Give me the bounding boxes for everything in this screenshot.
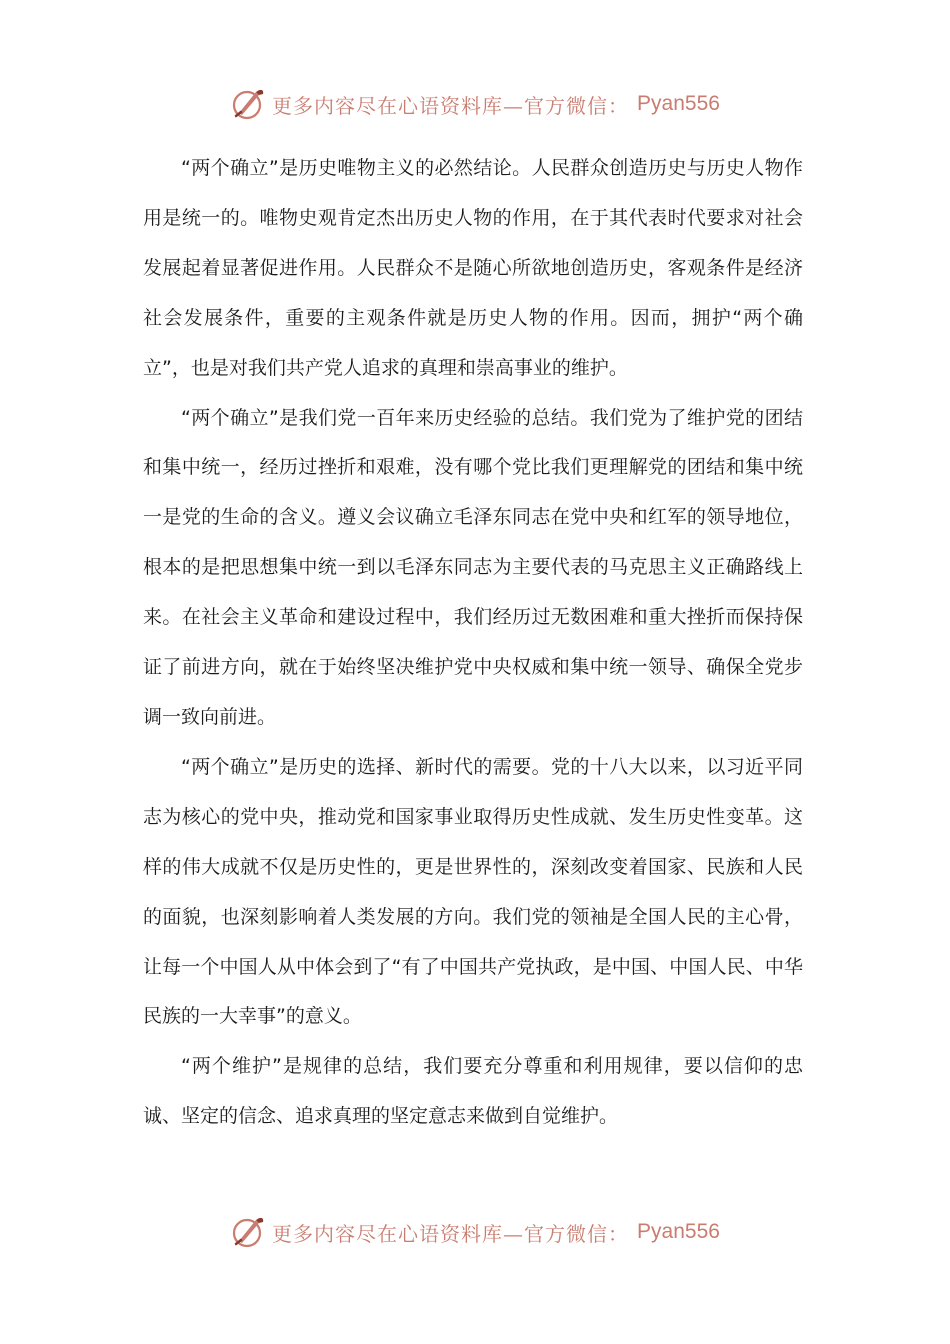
paragraph: “两个维护”是规律的总结，我们要充分尊重和利用规律，要以信仰的忠诚、坚定的信念、追求真理的坚定意志来做到自觉维护。 (143, 1055, 803, 1128)
document-body (143, 144, 803, 1142)
quill-logo-icon (230, 1214, 266, 1250)
paragraph: “两个确立”是我们党一百年来历史经验的总结。我们党为了维护党的团结和集中统一，经历过挫折和艰难，没有哪个党比我们更理解党的团结和集中统一是党的生命的含义。遵义会议确立毛泽东同志在党中央和红军的领导地位，根本的是把思想集中统一到以毛泽东同志为主要代表的马克思主义正确路线上来。在社会主义革命和建设过程中，我们经历过无数困难和重大挫折而保持保证了前进方向，就在于始终坚决维护党中央权威和集中统一领导、确保全党步调一致向前进。 (143, 406, 803, 728)
footer-banner-text: 更多内容尽在心语资料库—官方微信： (272, 1221, 630, 1246)
footer-banner (0, 1212, 950, 1252)
quill-logo-icon (230, 86, 266, 122)
header-banner-wechat-id: Pyan556 (637, 92, 720, 115)
paragraph: “两个确立”是历史的选择、新时代的需要。党的十八大以来，以习近平同志为核心的党中央，推动党和国家事业取得历史性成就、发生历史性变革。这样的伟大成就不仅是历史性的，更是世界性的，深刻改变着国家、民族和人民的面貌，也深刻影响着人类发展的方向。我们党的领袖是全国人民的主心骨，让每一个中国人从中体会到了“有了中国共产党执政，是中国、中国人民、中华民族的一大幸事”的意义。 (143, 755, 803, 1028)
header-banner-text: 更多内容尽在心语资料库—官方微信： (272, 93, 630, 118)
footer-banner-wechat-id: Pyan556 (637, 1220, 720, 1243)
paragraph: “两个确立”是历史唯物主义的必然结论。人民群众创造历史与历史人物作用是统一的。唯物史观肯定杰出历史人物的作用，在于其代表时代要求对社会发展起着显著促进作用。人民群众不是随心所欲地创造历史，客观条件是经济社会发展条件，重要的主观条件就是历史人物的作用。因而，拥护“两个确立”，也是对我们共产党人追求的真理和崇高事业的维护。 (143, 157, 803, 379)
header-banner (0, 84, 950, 124)
